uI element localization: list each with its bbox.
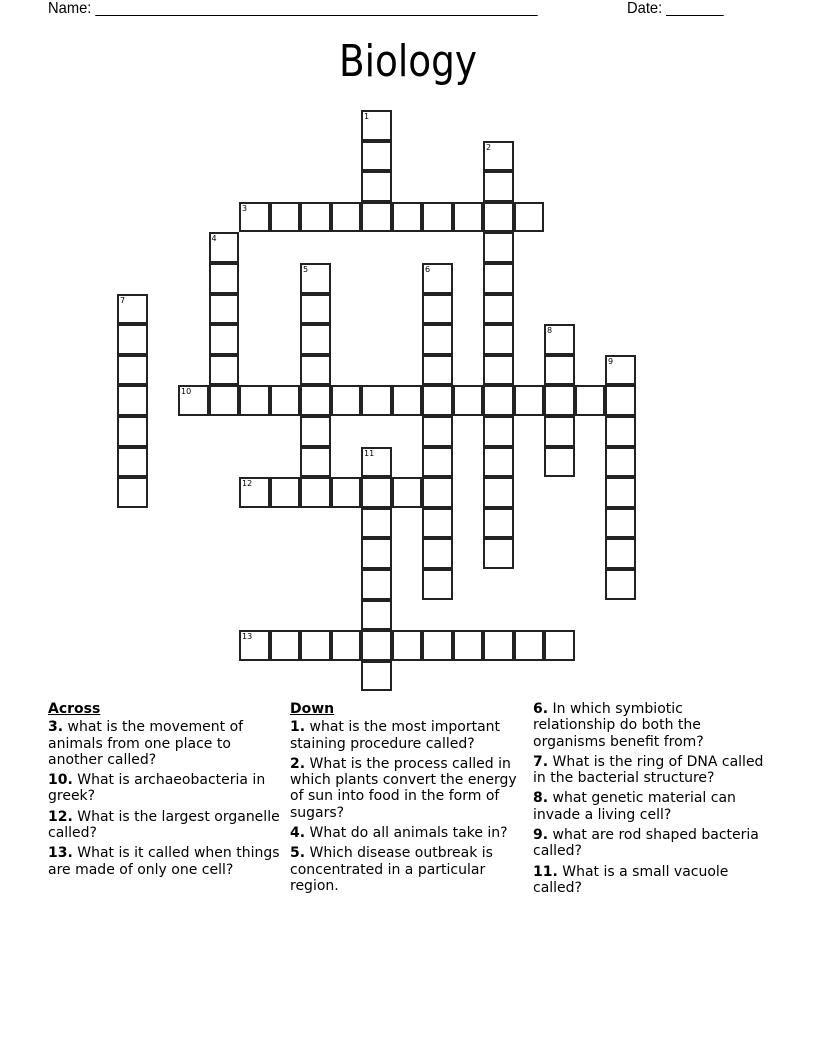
crossword-cell[interactable] — [361, 202, 392, 233]
clue-number: 3. — [48, 719, 64, 736]
crossword-cell[interactable] — [483, 538, 514, 569]
crossword-cell[interactable] — [605, 538, 636, 569]
crossword-cell[interactable] — [392, 385, 423, 416]
crossword-cell[interactable] — [392, 630, 423, 661]
clue-text: In which symbiotic relationship do both the organisms benefit from? — [533, 701, 704, 750]
clue-across-13 — [48, 845, 284, 878]
crossword-cell[interactable] — [209, 263, 240, 294]
down-clues — [290, 701, 526, 898]
crossword-cell[interactable] — [361, 385, 392, 416]
crossword-cell[interactable] — [239, 630, 270, 661]
clue-number: 1. — [290, 719, 306, 736]
cell-number: 13 — [242, 632, 253, 642]
name-blank[interactable]: ______________________________________________________ — [95, 0, 538, 17]
clue-number: 5. — [290, 845, 306, 862]
crossword-cell[interactable] — [209, 294, 240, 325]
crossword-cell[interactable] — [453, 385, 484, 416]
clue-down-9 — [533, 827, 769, 860]
crossword-cell[interactable] — [422, 508, 453, 539]
clue-text: What do all animals take in? — [309, 825, 508, 842]
crossword-cell[interactable] — [483, 141, 514, 172]
crossword-cell[interactable] — [361, 110, 392, 141]
across-clues — [48, 701, 284, 882]
clue-number: 6. — [533, 701, 549, 717]
crossword-cell[interactable] — [300, 630, 331, 661]
crossword-cell[interactable] — [575, 385, 606, 416]
crossword-cell[interactable] — [605, 447, 636, 478]
crossword-cell[interactable] — [422, 538, 453, 569]
clue-across-3 — [48, 719, 284, 768]
crossword-cell[interactable] — [483, 416, 514, 447]
crossword-cell[interactable] — [422, 447, 453, 478]
crossword-cell[interactable] — [544, 385, 575, 416]
down-heading: Down — [290, 701, 335, 717]
crossword-cell[interactable] — [483, 232, 514, 263]
crossword-cell[interactable] — [483, 508, 514, 539]
clue-text: What is the process called in which plants convert the energy of sun into food in the form of sugars? — [290, 755, 517, 821]
crossword-cell[interactable] — [483, 477, 514, 508]
crossword-cell[interactable] — [331, 630, 362, 661]
crossword-cell[interactable] — [270, 202, 301, 233]
crossword-cell[interactable] — [483, 324, 514, 355]
crossword-cell[interactable] — [605, 508, 636, 539]
crossword-cell[interactable] — [209, 355, 240, 386]
clue-number: 11. — [533, 863, 558, 880]
clue-text: what is the most important staining procedure called? — [290, 719, 501, 752]
crossword-cell[interactable] — [270, 477, 301, 508]
crossword-cell[interactable] — [300, 202, 331, 233]
crossword-cell[interactable] — [605, 477, 636, 508]
cell-number: 9 — [608, 356, 614, 366]
crossword-cell[interactable] — [453, 202, 484, 233]
crossword-cell[interactable] — [361, 538, 392, 569]
clue-number: 7. — [533, 753, 549, 770]
clue-across-12 — [48, 809, 284, 842]
crossword-cell[interactable] — [361, 141, 392, 172]
crossword-cell[interactable] — [117, 355, 148, 386]
crossword-cell[interactable] — [117, 447, 148, 478]
crossword-cell[interactable] — [361, 171, 392, 202]
clue-down-1 — [290, 719, 526, 752]
crossword-cell[interactable] — [392, 477, 423, 508]
clue-text: Which disease outbreak is concentrated in a particular region. — [290, 845, 493, 894]
crossword-cell[interactable] — [361, 600, 392, 631]
crossword-cell[interactable] — [300, 355, 331, 386]
across-heading: Across — [48, 701, 101, 717]
crossword-cell[interactable] — [483, 630, 514, 661]
date-label: Date: — [627, 0, 663, 17]
cell-number: 2 — [486, 142, 492, 152]
cell-number: 7 — [120, 295, 126, 305]
crossword-cell[interactable] — [483, 171, 514, 202]
clue-text: What is it called when things are made of only one cell? — [48, 845, 280, 878]
clue-text: what genetic material can invade a living cell? — [533, 790, 736, 823]
crossword-cell[interactable] — [178, 385, 209, 416]
crossword-cell[interactable] — [422, 630, 453, 661]
crossword-cell[interactable] — [117, 324, 148, 355]
down-clues-continued — [533, 701, 769, 900]
clue-down-11 — [533, 864, 769, 897]
crossword-cell[interactable] — [300, 263, 331, 294]
crossword-cell[interactable] — [422, 355, 453, 386]
clue-text: What is archaeobacteria in greek? — [48, 772, 266, 805]
clue-across-10 — [48, 772, 284, 805]
clue-number: 12. — [48, 808, 73, 825]
crossword-cell[interactable] — [544, 324, 575, 355]
clue-number: 13. — [48, 845, 73, 862]
crossword-cell[interactable] — [361, 447, 392, 478]
crossword-cell[interactable] — [544, 355, 575, 386]
crossword-cell[interactable] — [361, 630, 392, 661]
crossword-cell[interactable] — [392, 202, 423, 233]
crossword-cell[interactable] — [422, 477, 453, 508]
crossword-cell[interactable] — [514, 202, 545, 233]
clue-down-5 — [290, 845, 526, 894]
crossword-cell[interactable] — [331, 202, 362, 233]
crossword-cell[interactable] — [605, 569, 636, 600]
crossword-cell[interactable] — [422, 263, 453, 294]
clue-text: What is the ring of DNA called in the bacterial structure? — [533, 753, 764, 787]
clue-text: What is the largest organelle called? — [48, 808, 280, 842]
crossword-cell[interactable] — [483, 385, 514, 416]
name-label: Name: — [48, 0, 92, 17]
crossword-cell[interactable] — [483, 263, 514, 294]
crossword-cell[interactable] — [209, 385, 240, 416]
crossword-cell[interactable] — [239, 202, 270, 233]
clue-down-4 — [290, 825, 526, 841]
clue-number: 4. — [290, 825, 306, 842]
crossword-cell[interactable] — [239, 385, 270, 416]
crossword-cell[interactable] — [453, 630, 484, 661]
crossword-cell[interactable] — [300, 294, 331, 325]
crossword-cell[interactable] — [239, 477, 270, 508]
clue-number: 9. — [533, 827, 549, 844]
crossword-cell[interactable] — [422, 416, 453, 447]
cell-number: 12 — [242, 479, 253, 489]
cell-number: 4 — [211, 234, 217, 244]
crossword-cell[interactable] — [483, 202, 514, 233]
crossword-cell[interactable] — [331, 385, 362, 416]
crossword-cell[interactable] — [422, 202, 453, 233]
crossword-cell[interactable] — [300, 324, 331, 355]
crossword-cell[interactable] — [605, 416, 636, 447]
crossword-cell[interactable] — [422, 294, 453, 325]
clue-number: 10. — [48, 772, 73, 789]
crossword-cell[interactable] — [117, 294, 148, 325]
crossword-cell[interactable] — [300, 477, 331, 508]
crossword-cell[interactable] — [422, 324, 453, 355]
clue-down-8 — [533, 790, 769, 823]
crossword-cell[interactable] — [361, 661, 392, 692]
crossword-cell[interactable] — [209, 232, 240, 263]
crossword-cell[interactable] — [605, 355, 636, 386]
crossword-cell[interactable] — [361, 508, 392, 539]
date-blank[interactable]: _______ — [666, 0, 724, 17]
cell-number: 5 — [303, 265, 309, 274]
crossword-cell[interactable] — [117, 385, 148, 416]
clue-down-7 — [533, 754, 769, 787]
crossword-cell[interactable] — [209, 324, 240, 355]
crossword-cell[interactable] — [117, 416, 148, 447]
clue-text: What is a small vacuole called? — [533, 863, 729, 896]
cell-number: 6 — [425, 265, 431, 274]
crossword-cell[interactable] — [361, 569, 392, 600]
clue-down-2 — [290, 756, 526, 821]
crossword-cell[interactable] — [422, 569, 453, 600]
clue-down-6 — [533, 701, 769, 750]
cell-number: 11 — [364, 448, 375, 458]
crossword-cell[interactable] — [300, 447, 331, 478]
crossword-cell[interactable] — [270, 630, 301, 661]
clue-text: what is the movement of animals from one place to another called? — [48, 719, 244, 768]
crossword-cell[interactable] — [300, 416, 331, 447]
clue-text: what are rod shaped bacteria called? — [533, 827, 759, 860]
crossword-cell[interactable] — [514, 385, 545, 416]
crossword-cell[interactable] — [483, 294, 514, 325]
cell-number: 8 — [547, 326, 553, 336]
crossword-cell[interactable] — [544, 447, 575, 478]
crossword-cell[interactable] — [605, 385, 636, 416]
crossword-cell[interactable] — [270, 385, 301, 416]
crossword-cell[interactable] — [544, 416, 575, 447]
page-title: Biology — [338, 36, 478, 87]
crossword-cell[interactable] — [361, 477, 392, 508]
clue-number: 2. — [290, 755, 306, 772]
crossword-cell[interactable] — [483, 355, 514, 386]
crossword-cell[interactable] — [544, 630, 575, 661]
clue-number: 8. — [533, 790, 549, 807]
crossword-cell[interactable] — [514, 630, 545, 661]
cell-number: 10 — [181, 387, 192, 397]
crossword-cell[interactable] — [422, 385, 453, 416]
crossword-cell[interactable] — [300, 385, 331, 416]
crossword-cell[interactable] — [331, 477, 362, 508]
cell-number: 1 — [364, 112, 370, 121]
cell-number: 3 — [242, 203, 248, 213]
crossword-cell[interactable] — [483, 447, 514, 478]
crossword-cell[interactable] — [117, 477, 148, 508]
